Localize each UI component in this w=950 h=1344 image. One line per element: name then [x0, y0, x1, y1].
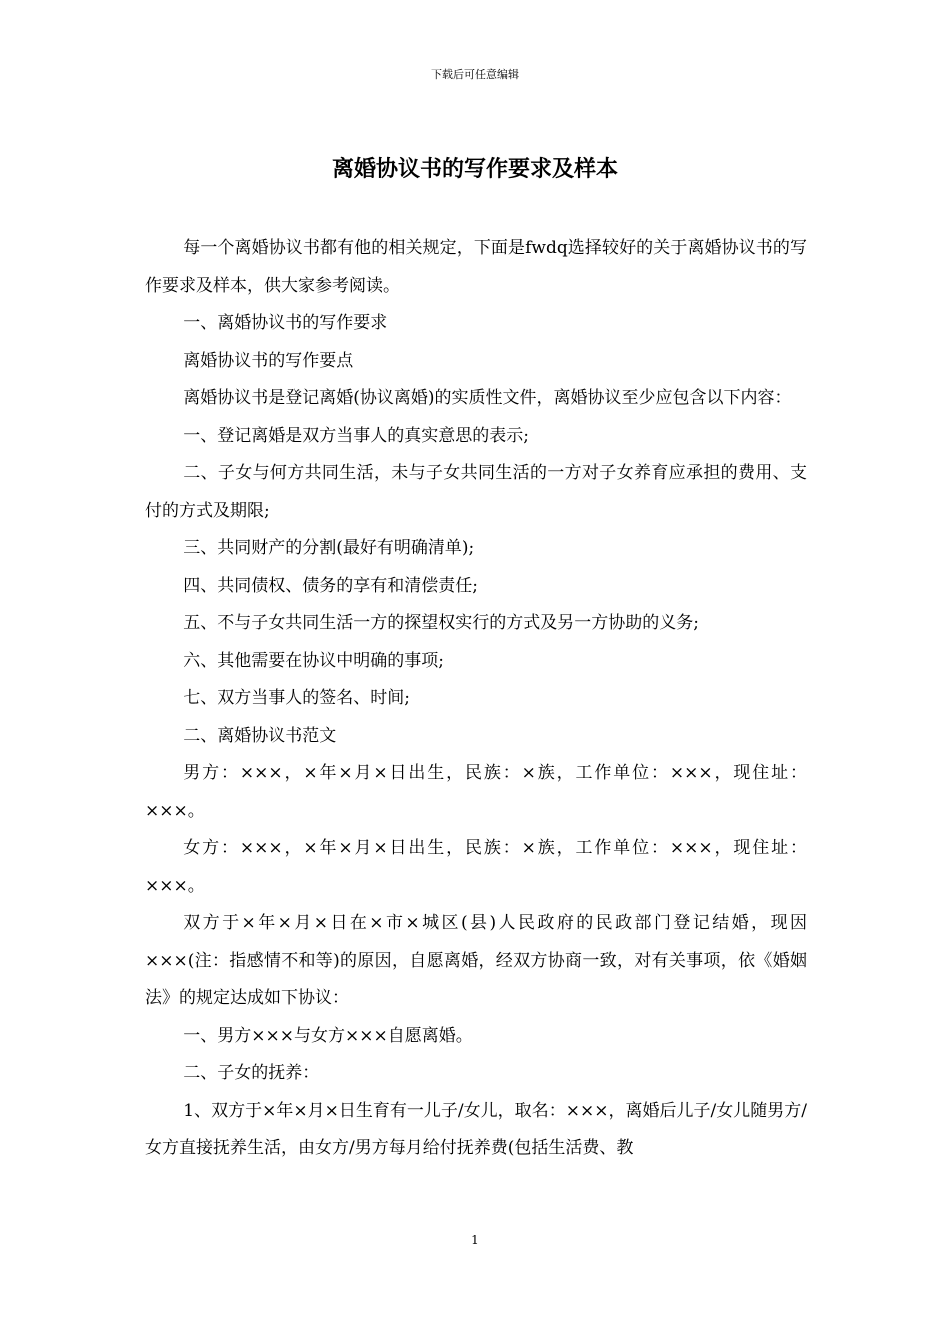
paragraph-point-5: 五、不与子女共同生活一方的探望权实行的方式及另一方协助的义务;: [183, 613, 699, 633]
paragraph-section-2-heading: 二、离婚协议书范文: [183, 725, 337, 746]
paragraph-male-party: 男方：×××，×年×月×日出生，民族：×族，工作单位：×××，现住址：×××。: [145, 763, 807, 821]
paragraph-clause-2-item-1: 1、双方于×年×月×日生育有一儿子/女儿，取名：×××，离婚后儿子/女儿随男方/女方直接抚养生活，由女方/男方每月给付抚养费(包括生活费、教: [145, 1100, 807, 1158]
paragraph-clause-2-heading: 二、子女的抚养：: [183, 1063, 320, 1083]
paragraph-point-6: 六、其他需要在协议中明确的事项;: [183, 650, 444, 671]
paragraph-section-1-heading: 一、离婚协议书的写作要求: [183, 313, 388, 333]
paragraph-point-7: 七、双方当事人的签名、时间;: [183, 688, 410, 708]
header-note: 下载后可任意编辑: [431, 68, 519, 81]
page-number: 1: [471, 1233, 479, 1247]
paragraph-point-3: 三、共同财产的分割(最好有明确清单);: [183, 538, 475, 558]
paragraph-point-4: 四、共同债权、债务的享有和清偿责任;: [183, 575, 478, 596]
document-title: 离婚协议书的写作要求及样本: [331, 156, 618, 182]
paragraph-intro: 每一个离婚协议书都有他的相关规定，下面是fwdq选择较好的关于离婚协议书的写作要求及样本，供大家参考阅读。: [145, 238, 807, 296]
paragraph-marriage-background: 双方于×年×月×日在×市×城区(县)人民政府的民政部门登记结婚，现因×××(注：指感情不和等)的原因，自愿离婚，经双方协商一致，对有关事项，依《婚姻法》的规定达成如下协议：: [145, 913, 807, 1008]
paragraph-point-2: 二、子女与何方共同生活，未与子女共同生活的一方对子女养育应承担的费用、支付的方式及期限;: [145, 463, 807, 521]
paragraph-key-points-heading: 离婚协议书的写作要点: [183, 350, 354, 371]
paragraph-female-party: 女方：×××，×年×月×日出生，民族：×族，工作单位：×××，现住址：×××。: [145, 838, 807, 896]
document-body: [145, 230, 807, 1168]
paragraph-clause-1: 一、男方×××与女方×××自愿离婚。: [183, 1025, 473, 1046]
paragraph-key-points-intro: 离婚协议书是登记离婚(协议离婚)的实质性文件，离婚协议至少应包含以下内容：: [183, 388, 792, 408]
paragraph-point-1: 一、登记离婚是双方当事人的真实意思的表示;: [183, 425, 529, 446]
